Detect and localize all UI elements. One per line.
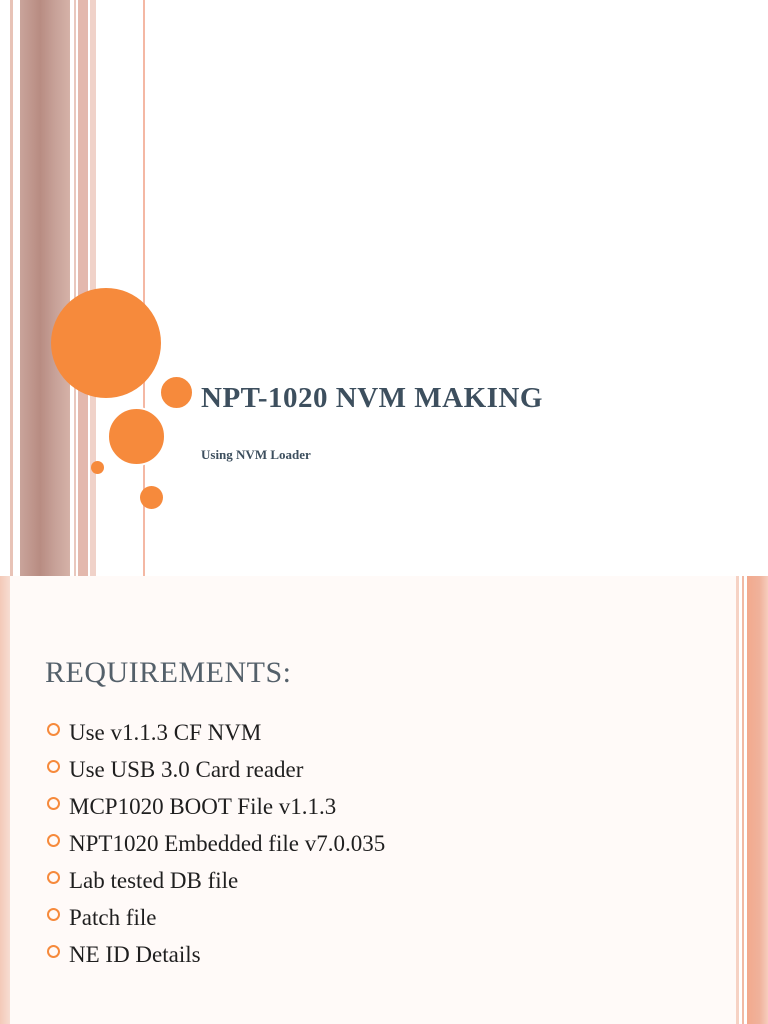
decorative-stripe bbox=[747, 576, 768, 1024]
list-item-text: Use v1.1.3 CF NVM bbox=[69, 719, 262, 745]
bullet-ring-icon bbox=[47, 760, 60, 773]
decorative-circle-small bbox=[159, 375, 194, 410]
decorative-stripe bbox=[742, 576, 744, 1024]
bullet-ring-icon bbox=[47, 945, 60, 958]
decorative-stripe bbox=[78, 0, 88, 576]
bullet-ring-icon bbox=[47, 834, 60, 847]
list-item bbox=[47, 862, 385, 899]
bullet-ring-icon bbox=[47, 908, 60, 921]
requirements-heading: REQUIREMENTS: bbox=[45, 656, 292, 689]
requirements-list bbox=[47, 714, 385, 973]
list-item bbox=[47, 751, 385, 788]
decorative-stripe bbox=[74, 0, 76, 576]
list-item bbox=[47, 936, 385, 973]
decorative-stripe bbox=[20, 0, 70, 576]
decorative-circle-large bbox=[51, 288, 161, 398]
bullet-ring-icon bbox=[47, 723, 60, 736]
decorative-circle-medium bbox=[107, 407, 166, 466]
bullet-ring-icon bbox=[47, 797, 60, 810]
list-item-text: NE ID Details bbox=[69, 941, 201, 967]
list-item bbox=[47, 899, 385, 936]
list-item bbox=[47, 825, 385, 862]
list-item-text: Use USB 3.0 Card reader bbox=[69, 756, 304, 782]
slide-subtitle: Using NVM Loader bbox=[201, 447, 311, 462]
bullet-ring-icon bbox=[47, 871, 60, 884]
decorative-circle-small bbox=[140, 486, 163, 509]
list-item-text: Patch file bbox=[69, 904, 157, 930]
decorative-stripe bbox=[10, 0, 13, 576]
list-item-text: NPT1020 Embedded file v7.0.035 bbox=[69, 830, 386, 856]
slide-title: NPT-1020 NVM MAKING bbox=[201, 382, 543, 414]
list-item bbox=[47, 714, 385, 751]
list-item bbox=[47, 788, 385, 825]
decorative-stripe bbox=[736, 576, 739, 1024]
list-item-text: Lab tested DB file bbox=[69, 867, 239, 893]
list-item-text: MCP1020 BOOT File v1.1.3 bbox=[69, 793, 337, 819]
decorative-circle-tiny bbox=[91, 461, 104, 474]
decorative-stripe bbox=[0, 576, 10, 1024]
